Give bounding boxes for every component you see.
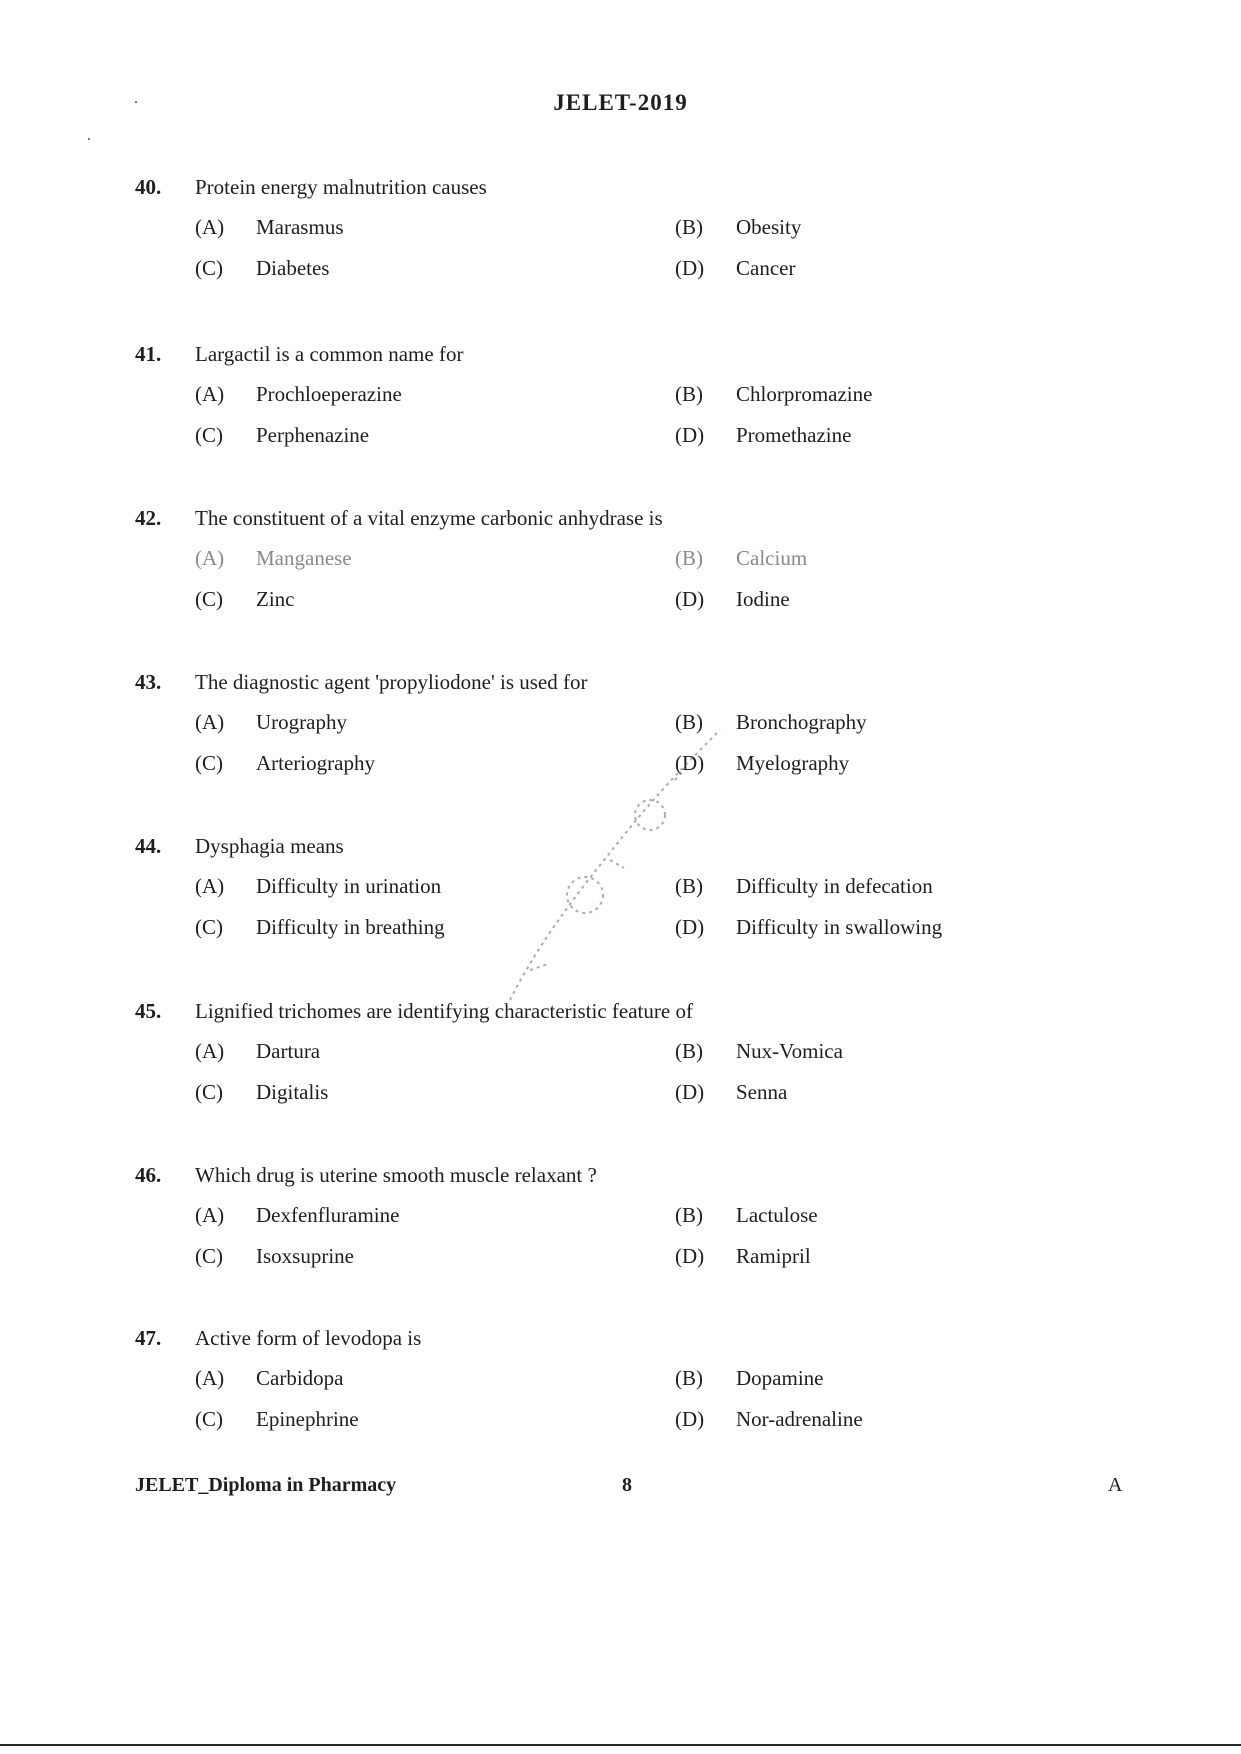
option-label: (A) — [195, 1039, 225, 1063]
option-text: Isoxsuprine — [256, 1244, 354, 1268]
option-label: (B) — [675, 874, 703, 898]
option-row — [135, 382, 1095, 423]
option-label: (D) — [675, 1407, 705, 1431]
question-text: Largactil is a common name for — [195, 342, 464, 366]
option-label: (D) — [675, 1244, 705, 1268]
option-row — [135, 1407, 1095, 1448]
option-text: Epinephrine — [256, 1407, 359, 1431]
option-text: Nor-adrenaline — [736, 1407, 863, 1431]
option-label: (C) — [195, 1407, 223, 1431]
option-text: Cancer — [736, 256, 796, 280]
question-text: Which drug is uterine smooth muscle relaxant ? — [195, 1163, 597, 1187]
option-label: (B) — [675, 1366, 703, 1390]
question-text: Lignified trichomes are identifying characteristic feature of — [195, 999, 693, 1023]
question-40 — [135, 175, 1095, 297]
option-row — [135, 587, 1095, 628]
question-text: The diagnostic agent 'propyliodone' is used for — [195, 670, 588, 694]
option-label: (D) — [675, 256, 705, 280]
scan-speck — [88, 138, 90, 140]
option-row — [135, 1039, 1095, 1080]
option-text: Digitalis — [256, 1080, 329, 1104]
option-text: Promethazine — [736, 423, 852, 447]
question-stem — [135, 1326, 1095, 1366]
question-text: The constituent of a vital enzyme carbonic anhydrase is — [195, 506, 663, 530]
option-label: (D) — [675, 587, 705, 611]
option-text: Calcium — [736, 546, 808, 570]
page-header-title: JELET-2019 — [553, 90, 688, 115]
question-text: Protein energy malnutrition causes — [195, 175, 487, 199]
question-text: Dysphagia means — [195, 834, 344, 858]
bottom-divider — [0, 1744, 1241, 1746]
option-text: Diabetes — [256, 256, 330, 280]
option-text: Urography — [256, 710, 347, 734]
option-text: Senna — [736, 1080, 788, 1104]
option-row — [135, 1244, 1095, 1285]
option-label: (D) — [675, 915, 705, 939]
option-label: (C) — [195, 587, 223, 611]
option-row — [135, 1080, 1095, 1121]
question-number: 45. — [135, 999, 162, 1023]
option-text: Arteriography — [256, 751, 375, 775]
option-text: Ramipril — [736, 1244, 811, 1268]
question-stem — [135, 670, 1095, 710]
question-stem — [135, 506, 1095, 546]
option-label: (C) — [195, 1080, 223, 1104]
option-row — [135, 1366, 1095, 1407]
option-text: Dopamine — [736, 1366, 824, 1390]
option-label: (B) — [675, 382, 703, 406]
question-text: Active form of levodopa is — [195, 1326, 422, 1350]
option-label: (D) — [675, 423, 705, 447]
option-label: (D) — [675, 751, 705, 775]
option-label: (D) — [675, 1080, 705, 1104]
option-text: Perphenazine — [256, 423, 370, 447]
watermark-stamp-icon — [470, 720, 750, 1020]
question-stem — [135, 342, 1095, 382]
option-text: Lactulose — [736, 1203, 818, 1227]
option-label: (A) — [195, 215, 225, 239]
question-47 — [135, 1326, 1095, 1448]
option-text: Chlorpromazine — [736, 382, 873, 406]
option-label: (B) — [675, 1203, 703, 1227]
option-text: Difficulty in urination — [256, 874, 442, 898]
footer-set-code: A — [1108, 1474, 1123, 1496]
option-label: (C) — [195, 751, 223, 775]
question-number: 42. — [135, 506, 162, 530]
option-label: (A) — [195, 874, 225, 898]
option-label: (A) — [195, 710, 225, 734]
option-label: (A) — [195, 1203, 225, 1227]
option-text: Prochloeperazine — [256, 382, 402, 406]
footer-page-number: 8 — [622, 1474, 632, 1496]
question-number: 44. — [135, 834, 162, 858]
option-text: Dartura — [256, 1039, 321, 1063]
option-text: Difficulty in defecation — [736, 874, 933, 898]
footer-exam-name: JELET_Diploma in Pharmacy — [135, 1474, 397, 1496]
option-label: (A) — [195, 1366, 225, 1390]
option-label: (A) — [195, 382, 225, 406]
question-41 — [135, 342, 1095, 464]
question-number: 41. — [135, 342, 162, 366]
option-text: Bronchography — [736, 710, 867, 734]
question-stem — [135, 175, 1095, 215]
question-42 — [135, 506, 1095, 628]
option-label: (B) — [675, 710, 703, 734]
question-number: 46. — [135, 1163, 162, 1187]
option-text: Marasmus — [256, 215, 344, 239]
option-label: (B) — [675, 215, 703, 239]
question-number: 47. — [135, 1326, 162, 1350]
option-text: Carbidopa — [256, 1366, 344, 1390]
option-text: Zinc — [256, 587, 295, 611]
option-text: Dexfenfluramine — [256, 1203, 400, 1227]
option-label: (C) — [195, 1244, 223, 1268]
option-row — [135, 256, 1095, 297]
option-text: Difficulty in breathing — [256, 915, 445, 939]
question-number: 40. — [135, 175, 162, 199]
option-label: (C) — [195, 423, 223, 447]
page-footer — [0, 1474, 1241, 1504]
option-text: Obesity — [736, 215, 802, 239]
option-label: (C) — [195, 256, 223, 280]
question-46 — [135, 1163, 1095, 1285]
option-text: Myelography — [736, 751, 850, 775]
option-text: Nux-Vomica — [736, 1039, 843, 1063]
scan-speck — [135, 101, 137, 103]
option-text: Manganese — [256, 546, 352, 570]
question-number: 43. — [135, 670, 162, 694]
question-stem — [135, 1163, 1095, 1203]
option-text: Iodine — [736, 587, 790, 611]
option-label: (A) — [195, 546, 225, 570]
option-text: Difficulty in swallowing — [736, 915, 943, 939]
option-row — [135, 215, 1095, 256]
option-label: (C) — [195, 915, 223, 939]
option-label: (B) — [675, 1039, 703, 1063]
option-row — [135, 423, 1095, 464]
option-row — [135, 546, 1095, 587]
option-label: (B) — [675, 546, 703, 570]
option-row — [135, 1203, 1095, 1244]
